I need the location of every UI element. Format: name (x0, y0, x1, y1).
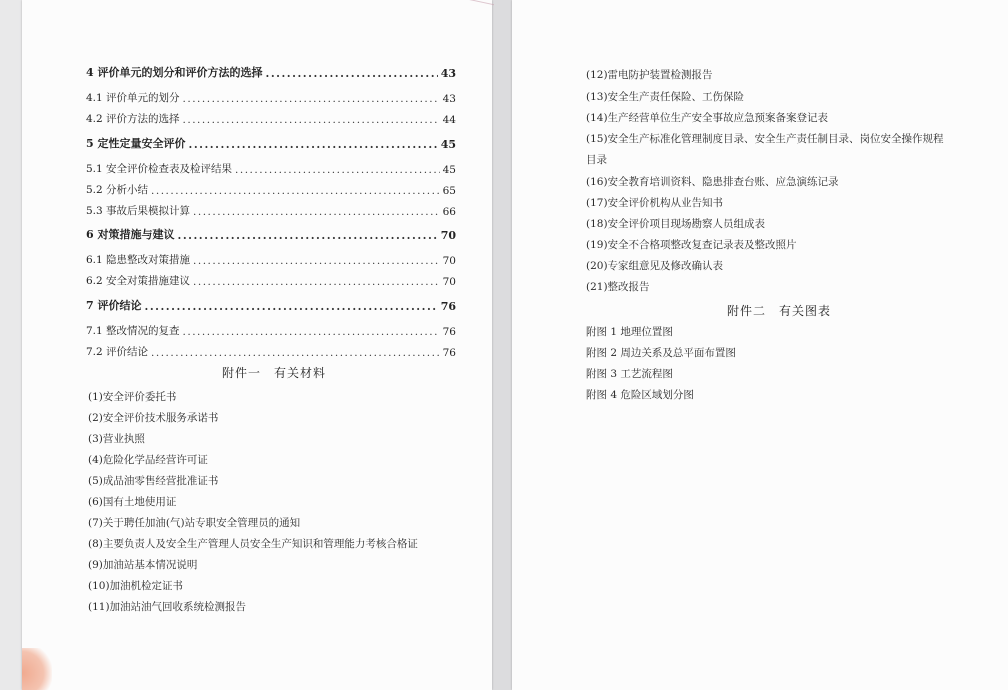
list-item: (12)雷电防护装置检测报告 (586, 69, 713, 81)
list-item: (3)营业执照 (88, 433, 145, 445)
list-item: 附图 2 周边关系及总平面布置图 (586, 347, 736, 359)
toc-row[interactable]: 6 对策措施与建议 ..... 70 (86, 224, 456, 242)
list-item: (15)安全生产标准化管理制度目录、安全生产责任制目录、岗位安全操作规程 (586, 133, 944, 145)
book-gutter (492, 0, 512, 690)
list-item: (14)生产经营单位生产安全事故应急预案备案登记表 (586, 112, 829, 124)
toc-row[interactable]: 4.1 评价单元的划分 ..... 43 (86, 87, 456, 105)
list-item: (10)加油机检定证书 (88, 580, 184, 592)
list-item: (4)危险化学品经营许可证 (88, 454, 208, 466)
toc-row[interactable]: 5.3 事故后果模拟计算 ..... 66 (86, 200, 456, 218)
list-item: (11)加油站油气回收系统检测报告 (88, 601, 247, 613)
list-item: (21)整改报告 (586, 281, 650, 293)
list-item: 目录 (586, 154, 607, 166)
list-item: (17)安全评价机构从业告知书 (586, 197, 724, 209)
toc-row[interactable]: 6.2 安全对策措施建议 ..... 70 (86, 270, 456, 288)
toc-row[interactable]: 7.1 整改情况的复查 ..... 76 (86, 320, 456, 338)
list-item: (18)安全评价项目现场勘察人员组成表 (586, 218, 766, 230)
right-page (512, 0, 1008, 690)
list-item: 附图 4 危险区域划分图 (586, 389, 694, 401)
toc-row[interactable]: 4.2 评价方法的选择 ..... 44 (86, 108, 456, 126)
list-item: (9)加油站基本情况说明 (88, 559, 198, 571)
toc-row[interactable]: 5 定性定量安全评价 ..... 45 (86, 133, 456, 151)
list-item: (2)安全评价技术服务承诺书 (88, 412, 219, 424)
list-item: (13)安全生产责任保险、工伤保险 (586, 91, 745, 103)
list-item: (8)主要负责人及安全生产管理人员安全生产知识和管理能力考核合格证 (88, 538, 418, 550)
attachment-1-title: 附件一 有关材料 (222, 366, 327, 380)
toc-row[interactable]: 5.2 分析小结 ..... 65 (86, 179, 456, 197)
finger-shadow (22, 648, 52, 690)
toc-row[interactable]: 4 评价单元的划分和评价方法的选择 ..... 43 (86, 62, 456, 80)
list-item: (20)专家组意见及修改确认表 (586, 260, 724, 272)
toc-row[interactable]: 7 评价结论 ..... 76 (86, 295, 456, 313)
page-corner-mark (454, 0, 494, 19)
list-item: (6)国有土地使用证 (88, 496, 177, 508)
list-item: (19)安全不合格项整改复查记录表及整改照片 (586, 239, 797, 251)
list-item: (7)关于聘任加油(气)站专职安全管理员的通知 (88, 517, 301, 529)
left-page (22, 0, 492, 690)
attachment-2-title: 附件二 有关图表 (727, 304, 832, 318)
list-item: (1)安全评价委托书 (88, 391, 177, 403)
toc-row[interactable]: 6.1 隐患整改对策措施 ..... 70 (86, 249, 456, 267)
list-item: 附图 3 工艺流程图 (586, 368, 673, 380)
list-item: (16)安全教育培训资料、隐患排查台账、应急演练记录 (586, 176, 839, 188)
toc-row[interactable]: 5.1 安全评价检查表及检评结果 ..... 45 (86, 158, 456, 176)
list-item: (5)成品油零售经营批准证书 (88, 475, 219, 487)
list-item: 附图 1 地理位置图 (586, 326, 673, 338)
toc-row[interactable]: 7.2 评价结论 ..... 76 (86, 341, 456, 359)
